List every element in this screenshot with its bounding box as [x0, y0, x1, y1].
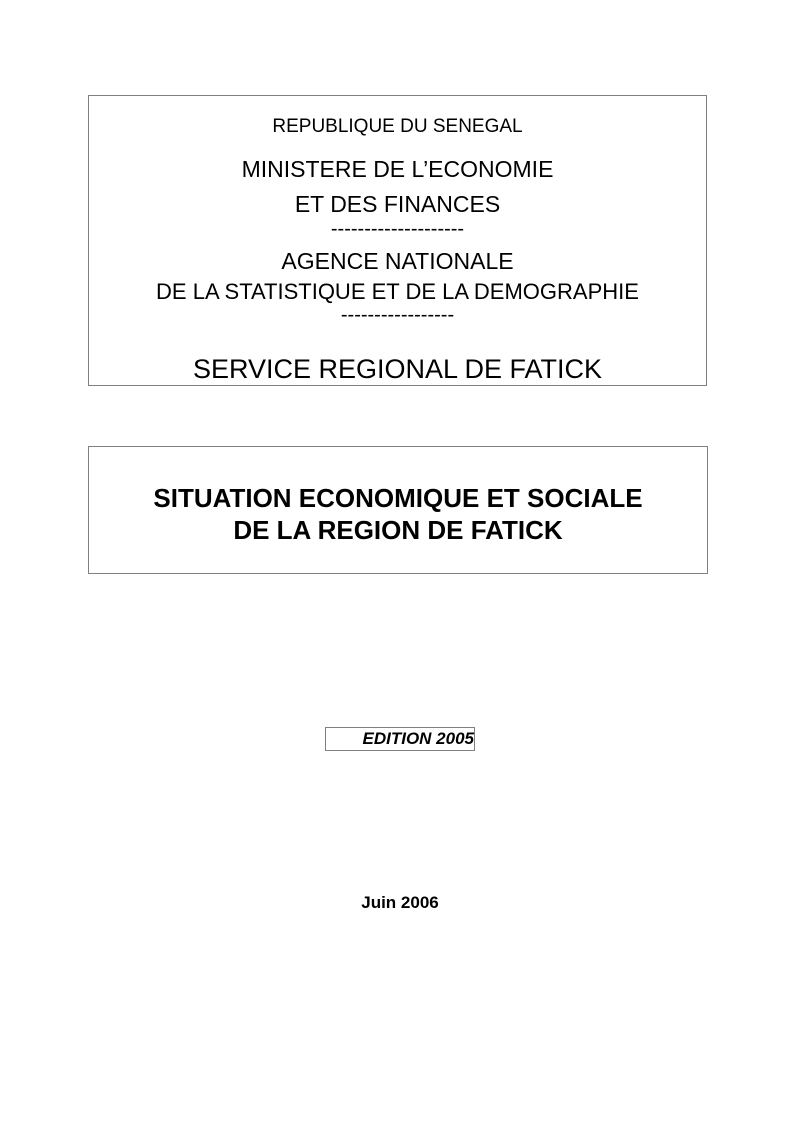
service-name: SERVICE REGIONAL DE FATICK — [192, 354, 603, 384]
ministry-line-2: ET DES FINANCES — [294, 191, 501, 217]
edition-label: EDITION 2005 — [325, 727, 475, 751]
publication-date: Juin 2006 — [361, 893, 439, 912]
ministry-line-1: MINISTERE DE L’ECONOMIE — [241, 156, 554, 182]
agency-line-2: DE LA STATISTIQUE ET DE LA DEMOGRAPHIE — [156, 279, 639, 304]
document-title-box — [88, 446, 708, 574]
separator: ----------------- — [340, 304, 455, 326]
separator: -------------------- — [330, 218, 465, 240]
title-line-2: DE LA REGION DE FATICK — [233, 515, 563, 545]
institution-header-box — [88, 95, 707, 386]
republic-name: REPUBLIQUE DU SENEGAL — [272, 116, 523, 137]
title-line-1: SITUATION ECONOMIQUE ET SOCIALE — [153, 483, 643, 513]
agency-line-1: AGENCE NATIONALE — [281, 248, 514, 274]
